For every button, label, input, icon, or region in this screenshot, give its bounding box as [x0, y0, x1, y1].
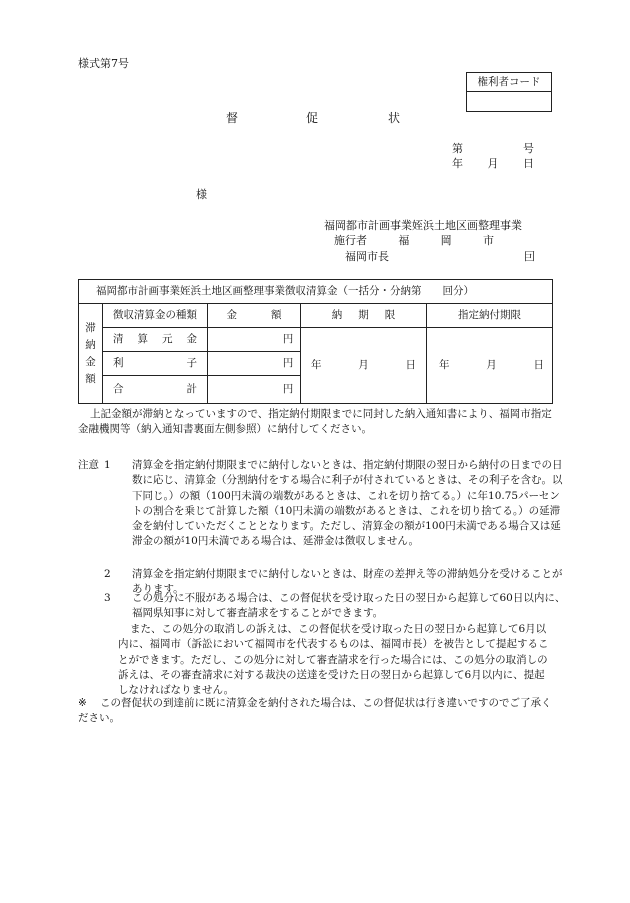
document-number: [452, 142, 534, 156]
note-item-3: [104, 591, 566, 622]
date-month: 月: [487, 157, 499, 170]
designated-day: 日: [533, 359, 544, 371]
number-dai: 第: [452, 142, 463, 155]
row-total-unit: 円: [282, 383, 294, 395]
notes-heading: 注意: [78, 459, 99, 471]
designated-month: 月: [486, 359, 497, 371]
issuer-mayor: 福岡市長: [345, 250, 389, 263]
recipient-suffix: 様: [196, 188, 207, 201]
note-1-number: 1: [104, 459, 111, 471]
note-item-1: [104, 458, 566, 550]
col-due-char-1: 納: [331, 309, 343, 321]
due-day: 日: [405, 359, 416, 371]
interest-char-2: 子: [186, 357, 197, 369]
note-3-text: この処分に不服がある場合は、この督促状を受け取った日の翌日から起算して60日以内に、福岡県知事に対して審査請求をすることができます。: [132, 592, 566, 620]
title-char-2: 促: [306, 111, 319, 125]
date-year: 年: [452, 157, 463, 170]
table-heading: 福岡都市計画事業姪浜土地区画整理事業徴収清算金（一括分・分納第 回分）: [79, 280, 552, 304]
col-due-char-3: 限: [384, 309, 396, 321]
row-total-label: [113, 376, 197, 402]
row-interest-label: [113, 352, 197, 375]
principal-char-4: 金: [186, 333, 197, 345]
row-principal-label: [113, 328, 197, 351]
issuer-role: 施行者: [334, 234, 367, 247]
side-char-4: 額: [85, 373, 96, 385]
title-char-1: 督: [226, 111, 239, 125]
due-year: 年: [311, 359, 322, 371]
principal-char-1: 清: [113, 333, 124, 345]
side-char-2: 納: [85, 339, 96, 351]
issuer-name-3: 市: [482, 234, 494, 247]
note-2-number: 2: [104, 568, 111, 580]
row-principal-unit: 円: [282, 333, 294, 345]
issuer-business: 福岡都市計画事業姪浜土地区画整理事業: [324, 219, 522, 232]
row-interest-unit: 円: [282, 357, 294, 369]
seal-icon: 囙: [524, 250, 535, 263]
title-char-3: 状: [388, 111, 401, 125]
col-type-header: 徴収清算金の種類: [113, 309, 197, 321]
issuer-mayor-line: [345, 250, 535, 264]
principal-char-3: 元: [162, 333, 173, 345]
col-amount-header: [208, 304, 300, 327]
designated-date-value: [439, 328, 544, 402]
col-designated-header: 指定納付期限: [458, 309, 521, 321]
col-amount-char-1: 金: [226, 309, 237, 321]
number-go: 号: [523, 142, 534, 155]
total-char-2: 計: [186, 383, 197, 395]
issuer-role-line: [334, 234, 494, 248]
footnote-text: この督促状の到達前に既に清算金を納付された場合は、この督促状は行き違いですのでご了承ください。: [78, 697, 552, 725]
issuer-name-1: 福: [398, 234, 410, 247]
due-month: 月: [358, 359, 369, 371]
date-day: 日: [523, 157, 534, 170]
arrears-side-label: [79, 320, 102, 388]
issue-date: [452, 157, 534, 171]
footnote: [78, 696, 558, 727]
principal-char-2: 算: [137, 333, 148, 345]
body-text: 上記金額が滞納となっていますので、指定納付期限までに同封した納入通知書により、福岡市指定金融機関等（納入通知書裏面左側参照）に納付してください。: [78, 408, 552, 436]
note-2-text: 清算金を指定納付期限までに納付しないときは、財産の差押え等の滞納処分を受けることがあります。: [132, 568, 563, 596]
designated-year: 年: [439, 359, 450, 371]
interest-char-1: 利: [113, 357, 124, 369]
total-char-1: 合: [113, 383, 124, 395]
note-3-number: 3: [104, 592, 111, 604]
rights-holder-code-box: [466, 72, 552, 112]
col-due-header: [301, 304, 426, 327]
form-number: 様式第7号: [78, 57, 129, 70]
issuer-name-2: 岡: [440, 234, 452, 247]
arrears-table: [78, 279, 553, 404]
note-1-text: 清算金を指定納付期限までに納付しないときは、指定納付期限の翌日から納付の日までの日数に応じ、清算金（分割納付をする場合に利子が付されているときは、その利子を含む。以下同じ。）の額（100円未満の端数があるときは、これを切り捨てる。）に年10.75パーセントの割合を乗じて計算した額（10円未満の端数があるときは、これを切り捨てる。）の延滞金を納付していただくこととなります。ただし、清算金の額が100円未満である場合又は延滞金の額が10円未満である場合は、延滞金は徴収しません。: [132, 459, 563, 548]
note-item-3-extra: また、この処分の取消しの訴えは、この督促状を受け取った日の翌日から起算して6月以内に、福岡市（訴訟において福岡市を代表するものは、福岡市長）を被告として提起することができます。ただし、この処分に対して審査請求を行った場合には、この処分の取消しの訴えは、その審査請求に対する裁決の送達を受けた日の翌日から起算して6月以内に、提起しなければなりません。: [118, 623, 549, 697]
col-amount-char-2: 額: [271, 309, 282, 321]
footnote-mark: ※: [78, 697, 87, 709]
due-date-value: [311, 328, 416, 402]
rights-holder-code-label: 権利者コード: [467, 73, 551, 92]
side-char-1: 滞: [85, 322, 96, 334]
side-char-3: 金: [85, 356, 96, 368]
col-due-char-2: 期: [358, 309, 369, 321]
